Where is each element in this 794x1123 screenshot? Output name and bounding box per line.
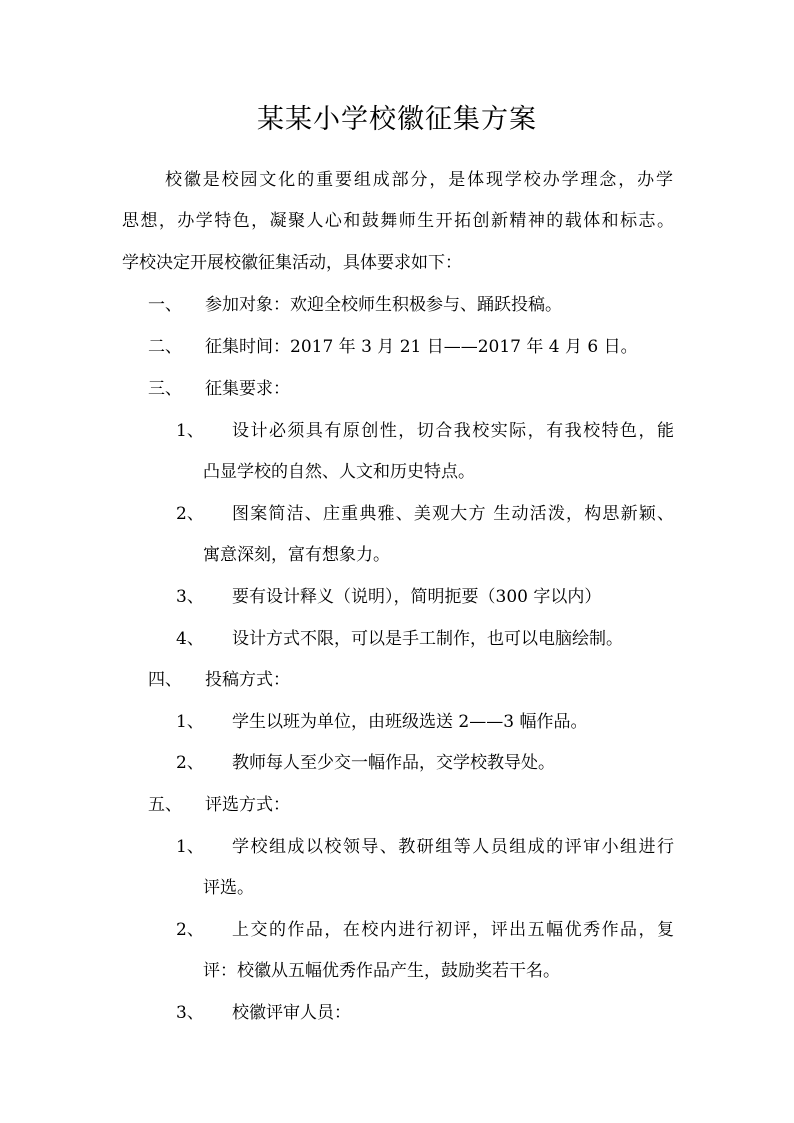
- section-4-text: 投稿方式：: [205, 670, 290, 690]
- section-1-number: 一、: [148, 295, 182, 315]
- section-3-item-1-line-1: 设计必须具有原创性，切合我校实际，有我校特色，能: [232, 421, 674, 441]
- section-5-text: 评选方式：: [205, 795, 290, 815]
- intro-line-1: 校徽是校园文化的重要组成部分，是体现学校办学理念，办学: [165, 170, 673, 190]
- section-5-item-1-number: 1、: [176, 837, 204, 857]
- section-5-number: 五、: [148, 795, 182, 815]
- section-3-text: 征集要求：: [205, 379, 290, 399]
- section-3-item-3-number: 3、: [176, 587, 204, 607]
- section-3-item-2-line-2: 寓意深刻，富有想象力。: [203, 545, 390, 565]
- section-4-item-1-number: 1、: [176, 712, 204, 732]
- section-4-item-2-line-1: 教师每人至少交一幅作品，交学校教导处。: [232, 753, 555, 773]
- section-4-item-1-line-1: 学生以班为单位，由班级选送 2——3 幅作品。: [232, 712, 588, 732]
- section-4-number: 四、: [148, 670, 182, 690]
- section-3-item-2-number: 2、: [176, 504, 204, 524]
- section-3-item-2-line-1: 图案简洁、庄重典雅、美观大方 生动活泼，构思新颖、: [232, 504, 674, 524]
- section-5-item-1-line-2: 评选。: [203, 878, 254, 898]
- section-3-item-3-line-1: 要有设计释义（说明），简明扼要（300 字以内）: [232, 587, 602, 607]
- document-title: 某某小学校徽征集方案: [257, 104, 537, 135]
- section-3-item-4-number: 4、: [176, 629, 204, 649]
- intro-line-2: 思想，办学特色，凝聚人心和鼓舞师生开拓创新精神的载体和标志。: [122, 211, 674, 231]
- section-5-item-2-number: 2、: [176, 920, 204, 940]
- section-4-item-2-number: 2、: [176, 753, 204, 773]
- section-5-item-2-line-2: 评：校徽从五幅优秀作品产生，鼓励奖若干名。: [203, 961, 560, 981]
- section-5-item-2-line-1: 上交的作品，在校内进行初评，评出五幅优秀作品，复: [232, 920, 674, 940]
- section-3-item-1-line-2: 凸显学校的自然、人文和历史特点。: [203, 462, 475, 482]
- intro-line-3: 学校决定开展校徽征集活动，具体要求如下：: [122, 253, 462, 273]
- section-5-item-3-number: 3、: [176, 1003, 204, 1023]
- section-3-item-1-number: 1、: [176, 421, 204, 441]
- section-2-text: 征集时间：2017 年 3 月 21 日——2017 年 4 月 6 日。: [205, 337, 638, 357]
- section-3-number: 三、: [148, 379, 182, 399]
- section-5-item-1-line-1: 学校组成以校领导、教研组等人员组成的评审小组进行: [232, 837, 674, 857]
- section-2-number: 二、: [148, 337, 182, 357]
- section-3-item-4-line-1: 设计方式不限，可以是手工制作，也可以电脑绘制。: [232, 629, 623, 649]
- section-1-text: 参加对象：欢迎全校师生积极参与、踊跃投稿。: [205, 295, 562, 315]
- section-5-item-3-line-1: 校徽评审人员：: [232, 1003, 351, 1023]
